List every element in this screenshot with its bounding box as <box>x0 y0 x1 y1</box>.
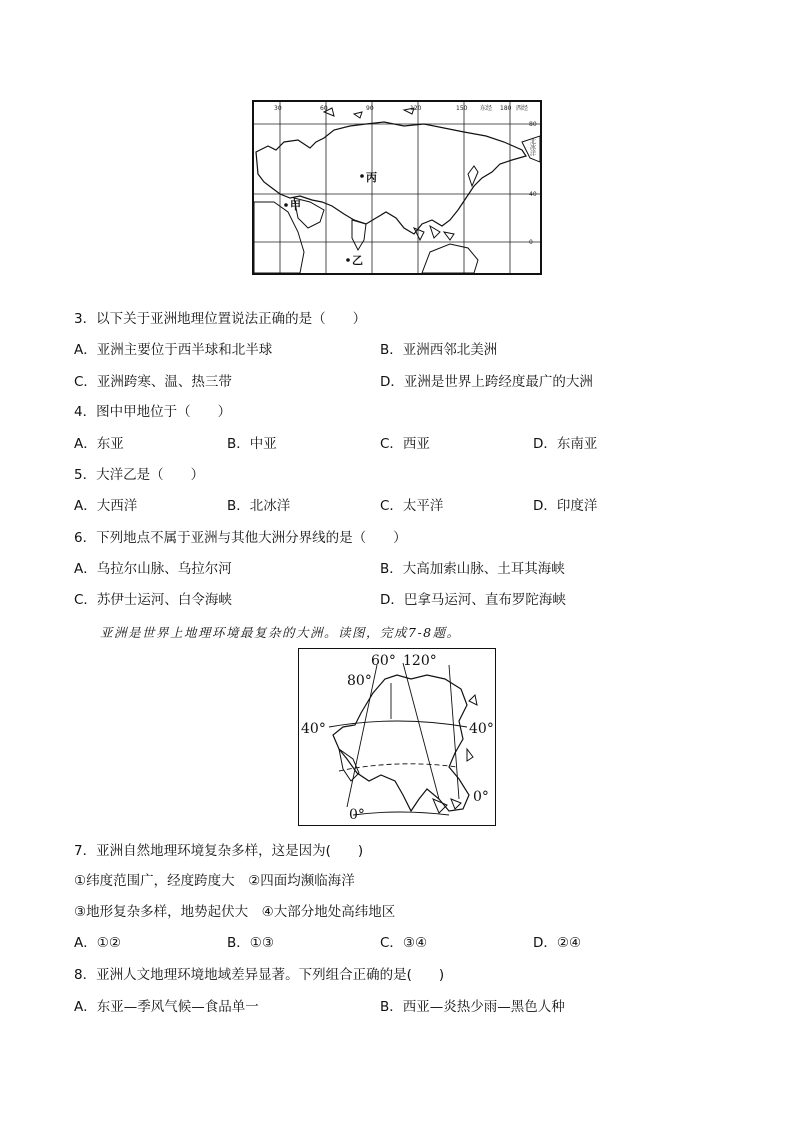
asia-extent-map <box>298 648 496 826</box>
map2-label-60: 60° <box>371 653 396 669</box>
question-6-option-b[interactable]: B．大高加索山脉、土耳其海峡 <box>380 561 565 577</box>
lon-label-60: 60 <box>320 105 328 112</box>
lon-label-west: 西经 <box>516 105 529 112</box>
map2-label-40-east: 40° <box>469 721 494 737</box>
question-4-option-c[interactable]: C．西亚 <box>380 436 430 452</box>
asia-extent-drawing <box>299 649 494 824</box>
map2-label-0-south: 0° <box>349 807 365 823</box>
lon-label-180: 180 <box>500 105 512 112</box>
question-5-option-b[interactable]: B．北冰洋 <box>227 498 291 514</box>
lon-label-90: 90 <box>366 105 374 112</box>
lat-label-0: 0 <box>529 239 533 246</box>
question-7-option-a[interactable]: A．①② <box>74 935 121 951</box>
question-8-option-a[interactable]: A．东亚—季风气候—食品单一 <box>74 999 259 1015</box>
question-3-option-a[interactable]: A．亚洲主要位于西半球和北半球 <box>74 342 273 358</box>
question-6-stem: 6．下列地点不属于亚洲与其他大洲分界线的是（ ） <box>74 530 407 546</box>
question-7-statements-1: ①纬度范围广，经度跨度大 ②四面均濒临海洋 <box>74 873 355 889</box>
question-6-option-a[interactable]: A．乌拉尔山脉、乌拉尔河 <box>74 561 232 577</box>
lat-label-40: 40 <box>529 191 537 198</box>
question-5-option-d[interactable]: D．印度洋 <box>533 498 598 514</box>
question-4-option-d[interactable]: D．东南亚 <box>533 436 598 452</box>
question-6-option-d[interactable]: D．巴拿马运河、直布罗陀海峡 <box>380 592 566 608</box>
question-3-option-d[interactable]: D．亚洲是世界上跨经度最广的大洲 <box>380 374 593 390</box>
question-7-option-c[interactable]: C．③④ <box>380 935 428 951</box>
question-4-option-b[interactable]: B．中亚 <box>227 436 277 452</box>
asia-map-drawing <box>254 102 540 273</box>
question-4-stem: 4．图中甲地位于（ ） <box>74 404 232 420</box>
question-5-option-a[interactable]: A．大西洋 <box>74 498 138 514</box>
map2-label-0-east: 0° <box>473 789 489 805</box>
question-3-option-b[interactable]: B．亚洲西邻北美洲 <box>380 342 498 358</box>
question-8-option-b[interactable]: B．西亚—炎热少雨—黑色人种 <box>380 999 565 1015</box>
question-4-option-a[interactable]: A．东亚 <box>74 436 124 452</box>
lon-label-east: 东经 <box>480 105 493 112</box>
question-3-option-c[interactable]: C．亚洲跨寒、温、热三带 <box>74 374 232 390</box>
place-label-bing: 丙 <box>366 171 377 184</box>
question-3-stem: 3．以下关于亚洲地理位置说法正确的是（ ） <box>74 311 367 327</box>
lon-label-120: 120 <box>410 105 422 112</box>
map2-label-40-west: 40° <box>301 721 326 737</box>
map2-label-120: 120° <box>403 653 437 669</box>
asia-location-map <box>252 100 542 275</box>
place-label-jia: 甲 <box>290 199 301 212</box>
question-7-statements-2: ③地形复杂多样，地势起伏大 ④大部分地处高纬地区 <box>74 904 396 920</box>
question-6-option-c[interactable]: C．苏伊士运河、白令海峡 <box>74 592 232 608</box>
map2-label-80: 80° <box>347 673 372 689</box>
lon-label-30: 30 <box>274 105 282 112</box>
question-7-stem: 7．亚洲自然地理环境复杂多样，这是因为( ) <box>74 843 364 859</box>
lon-label-150: 150 <box>456 105 468 112</box>
arctic-ocean-label: 北冰洋 <box>528 138 536 156</box>
question-8-stem: 8．亚洲人文地理环境地域差异显著。下列组合正确的是( ) <box>74 967 445 983</box>
question-7-option-d[interactable]: D．②④ <box>533 935 582 951</box>
place-label-yi: 乙 <box>352 254 363 267</box>
section-intro: 亚洲是世界上地理环境最复杂的大洲。读图，完成7-8题。 <box>100 625 461 640</box>
question-7-option-b[interactable]: B．①③ <box>227 935 274 951</box>
lat-label-80: 80 <box>529 121 537 128</box>
question-5-option-c[interactable]: C．太平洋 <box>380 498 444 514</box>
question-5-stem: 5．大洋乙是（ ） <box>74 467 205 483</box>
